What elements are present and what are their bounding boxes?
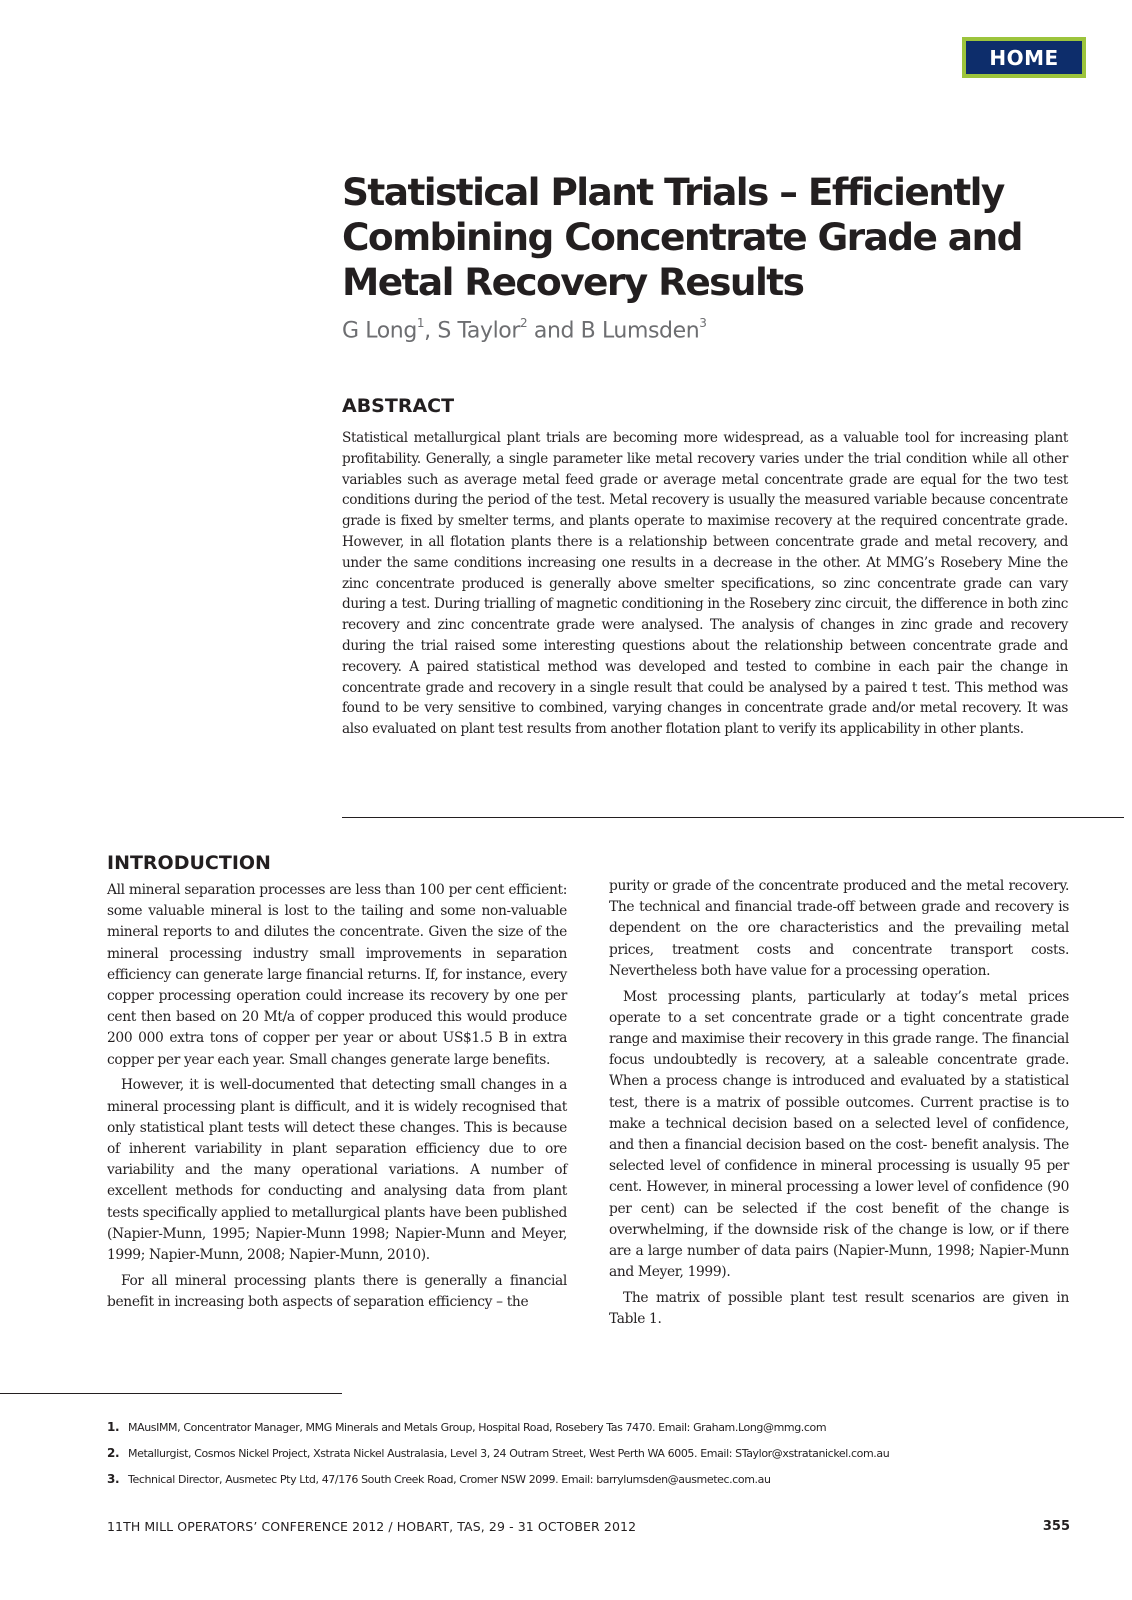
footnote xyxy=(107,1440,1067,1466)
footnote xyxy=(107,1466,1067,1492)
author-affiliation-mark: 1 xyxy=(416,316,425,330)
author-affiliation-mark: 3 xyxy=(699,316,707,330)
footnote-text: Metallurgist, Cosmos Nickel Project, Xstrata Nickel Australasia, Level 3, 24 Outram Street, West Perth WA 6005. Email: STaylor@xstratanickel.com.au xyxy=(128,1446,890,1460)
footnote-text: Technical Director, Ausmetec Pty Ltd, 47/176 South Creek Road, Cromer NSW 2099. Email: barrylumsden@ausmetec.com.au xyxy=(128,1472,771,1486)
running-footer: 11TH MILL OPERATORS’ CONFERENCE 2012 / HOBART, TAS, 29 - 31 OCTOBER 2012 xyxy=(107,1519,637,1534)
footnote-number: 2. xyxy=(107,1446,120,1460)
section-divider xyxy=(342,817,1124,818)
home-button[interactable]: HOME xyxy=(962,37,1086,78)
footnote-divider xyxy=(0,1393,342,1394)
abstract-heading: ABSTRACT xyxy=(342,395,455,417)
author-list xyxy=(342,318,707,343)
body-paragraph: However, it is well-documented that detecting small changes in a mineral processing plant is difficult, and it is widely recognised that only statistical plant tests will detect these changes. This is because of inherent variability in plant separation efficiency due to ore variability and the many operational variations. A number of excellent methods for conducting and analysing data from plant tests specifically applied to metallurgical plants have been published (Napier-Munn, 1995; Napier-Munn 1998; Napier-Munn and Meyer, 1999; Napier-Munn, 2008; Napier-Munn, 2010). xyxy=(107,1077,567,1263)
body-paragraph: For all mineral processing plants there is generally a financial benefit in increasing both aspects of separation efficiency – the xyxy=(107,1272,567,1310)
paper-title: Statistical Plant Trials – Efficiently Combining Concentrate Grade and Metal Recovery Results xyxy=(342,170,1022,304)
author-separator: and xyxy=(527,318,581,344)
body-paragraph: All mineral separation processes are less than 100 per cent efficient: some valuable mineral is lost to the tailing and some non-valuable mineral reports to and dilutes the concentrate. Given the size of the mineral processing industry small improvements in separation efficiency can generate large financial returns. If, for instance, every copper processing operation could increase its recovery by one per cent then based on 20 Mt/a of copper produced this would produce 200 000 extra tons of copper per year or about US$1.5 B in extra copper per year each year. Small changes generate large benefits. xyxy=(107,882,567,1068)
author-name: B Lumsden xyxy=(580,318,700,344)
footnote xyxy=(107,1414,1067,1440)
body-paragraph: purity or grade of the concentrate produced and the metal recovery. The technical and financial trade-off between grade and recovery is dependent on the ore characteristics and the prevailing metal prices, treatment costs and concentrate transport costs. Nevertheless both have value for a processing operation. xyxy=(609,878,1069,979)
page-number: 355 xyxy=(1042,1519,1070,1534)
footnote-text: MAusIMM, Concentrator Manager, MMG Minerals and Metals Group, Hospital Road, Rosebery Tas 7470. Email: Graham.Long@mmg.com xyxy=(128,1420,827,1434)
author-name: S Taylor xyxy=(437,318,521,344)
footnotes xyxy=(107,1414,1067,1492)
author-name: G Long xyxy=(342,318,417,344)
right-column xyxy=(609,876,1069,1335)
abstract-text: Statistical metallurgical plant trials are becoming more widespread, as a valuable tool for increasing plant profitability. Generally, a single parameter like metal recovery varies under the trial condition while all other variables such as average metal feed grade or average metal concentrate grade are equal for the two test conditions during the period of the test. Metal recovery is usually the measured variable because concentrate grade is fixed by smelter terms, and plants operate to maximise recovery at the required concentrate grade. However, in all flotation plants there is a relationship between concentrate grade and metal recovery, and under the same conditions increasing one results in a decrease in the other. At MMG’s Rosebery Mine the zinc concentrate produced is generally above smelter specifications, so zinc concentrate grade can vary during a test. During trialling of magnetic conditioning in the Rosebery zinc circuit, the difference in both zinc recovery and zinc concentrate grade were analysed. The analysis of changes in zinc grade and recovery during the trial raised some interesting questions about the relationship between concentrate grade and recovery. A paired statistical method was developed and tested to combine in each pair the change in concentrate grade and recovery in a single result that could be analysed by a paired t test. This method was found to be very sensitive to combined, varying changes in concentrate grade and/or metal recovery. It was also evaluated on plant test results from another flotation plant to verify its applicability in other plants. xyxy=(342,430,1068,738)
left-column xyxy=(107,880,567,1318)
introduction-heading: INTRODUCTION xyxy=(107,852,271,874)
author-affiliation-mark: 2 xyxy=(520,316,528,330)
body-paragraph: The matrix of possible plant test result scenarios are given in Table 1. xyxy=(609,1289,1069,1328)
footnote-number: 1. xyxy=(107,1420,120,1434)
author-separator: , xyxy=(424,318,438,344)
body-paragraph: Most processing plants, particularly at today’s metal prices operate to a set concentrate grade or a tight concentrate grade range and maximise their recovery in this grade range. The financial focus undoubtedly is recovery, at a saleable concentrate grade. When a process change is introduced and evaluated by a statistical test, there is a matrix of possible outcomes. Current practise is to make a technical decision based on a selected level of confidence, and then a financial decision based on the cost- benefit analysis. The selected level of confidence in mineral processing is usually 95 per cent. However, in mineral processing a lower level of confidence (90 per cent) can be selected if the cost benefit of the change is overwhelming, if the downside risk of the change is low, or if there are a large number of data pairs (Napier-Munn, 1998; Napier-Munn and Meyer, 1999). xyxy=(609,988,1069,1281)
footnote-number: 3. xyxy=(107,1472,120,1486)
